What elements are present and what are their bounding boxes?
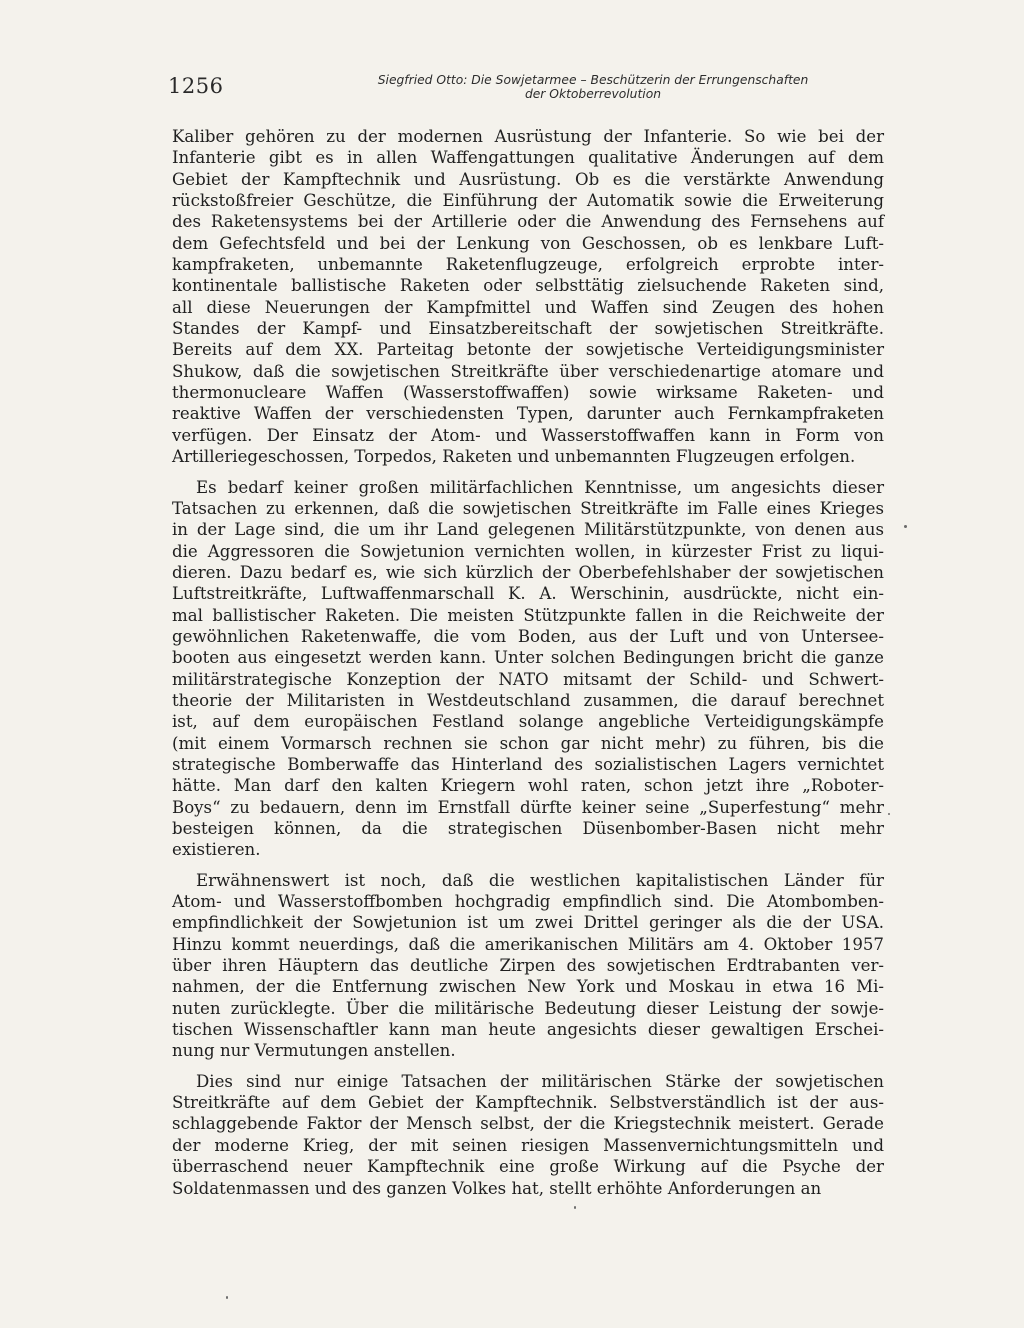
text-line: empfindlichkeit der Sowjetunion ist um zwei Drittel geringer als die der USA. (172, 913, 884, 933)
text-line: militärstrategische Konzeption der NATO mitsamt der Schild- und Schwert- (172, 669, 884, 689)
text-line: die Aggressoren die Sowjetunion vernichten wollen, in kürzester Frist zu liqui- (172, 541, 884, 561)
text-line: nuten zurücklegte. Über die militärische Bedeutung dieser Leistung der sowje- (172, 998, 884, 1018)
text-line: tischen Wissenschaftler kann man heute angesichts dieser gewaltigen Erschei- (172, 1020, 884, 1040)
text-line: hätte. Man darf den kalten Kriegern wohl raten, schon jetzt ihre „Roboter- (172, 776, 884, 796)
text-line: (mit einem Vormarsch rechnen sie schon gar nicht mehr) zu führen, bis die (172, 733, 884, 753)
running-head (300, 73, 886, 101)
text-line: in der Lage sind, die um ihr Land gelegenen Militärstützpunkte, von denen aus (172, 520, 884, 540)
text-line: Luftstreitkräfte, Luftwaffenmarschall K. A. Werschinin, ausdrückte, nicht ein- (172, 584, 884, 604)
text-line: Boys“ zu bedauern, denn im Ernstfall dürfte keiner seine „Superfestung“ mehr (172, 797, 884, 817)
page-number: 1256 (168, 74, 224, 98)
text-line: Dies sind nur einige Tatsachen der militärischen Stärke der sowjetischen (196, 1071, 884, 1091)
text-line: Streitkräfte auf dem Gebiet der Kampftechnik. Selbstverständlich ist der aus- (172, 1093, 884, 1113)
text-line: dieren. Dazu bedarf es, wie sich kürzlich der Oberbefehlshaber der sowjetischen (172, 562, 884, 582)
text-line: nung nur Vermutungen anstellen. (172, 1041, 456, 1061)
scan-speck (888, 813, 890, 815)
text-line: existieren. (172, 840, 261, 860)
text-line: Erwähnenswert ist noch, daß die westlichen kapitalistischen Länder für (196, 870, 884, 890)
body-text (172, 126, 884, 1199)
paragraph (172, 126, 884, 468)
text-line: Atom- und Wasserstoffbomben hochgradig empfindlich sind. Die Atombomben- (172, 892, 884, 912)
text-line: Tatsachen zu erkennen, daß die sowjetischen Streitkräfte im Falle eines Krieges (172, 498, 884, 518)
text-line: schlaggebende Faktor der Mensch selbst, der die Kriegstechnik meistert. Gerade (172, 1114, 884, 1134)
paragraph (172, 1071, 884, 1199)
scan-speck (574, 1206, 576, 1209)
text-line: Artilleriegeschossen, Torpedos, Raketen und unbemannten Flugzeugen erfolgen. (172, 447, 856, 467)
text-line: booten aus eingesetzt werden kann. Unter solchen Bedingungen bricht die ganze (172, 648, 884, 668)
text-line: überraschend neuer Kampftechnik eine große Wirkung auf die Psyche der (172, 1157, 884, 1177)
text-line: theorie der Militaristen in Westdeutschland zusammen, die darauf berechnet (172, 690, 884, 710)
text-line: verfügen. Der Einsatz der Atom- und Wasserstoffwaffen kann in Form von (172, 425, 884, 445)
paragraph (172, 870, 884, 1062)
text-line: kampfraketen, unbemannte Raketenflugzeuge, erfolgreich erprobte inter- (172, 255, 884, 275)
text-line: reaktive Waffen der verschiedensten Typen, darunter auch Fernkampfraketen (172, 404, 884, 424)
text-line: gewöhnlichen Raketenwaffe, die vom Boden, aus der Luft und von Untersee- (172, 626, 884, 646)
text-line: all diese Neuerungen der Kampfmittel und Waffen sind Zeugen des hohen (172, 297, 884, 317)
text-line: kontinentale ballistische Raketen oder selbsttätig zielsuchende Raketen sind, (172, 276, 884, 296)
text-line: dem Gefechtsfeld und bei der Lenkung von Geschossen, ob es lenkbare Luft- (172, 233, 884, 253)
text-line: des Raketensystems bei der Artillerie oder die Anwendung des Fernsehens auf (172, 212, 884, 232)
running-head-line-1: Siegfried Otto: Die Sowjetarmee – Beschützerin der Errungenschaften (377, 73, 809, 87)
text-line: Shukow, daß die sowjetischen Streitkräfte über verschiedenartige atomare und (172, 361, 884, 381)
text-line: Hinzu kommt neuerdings, daß die amerikanischen Militärs am 4. Oktober 1957 (172, 934, 884, 954)
text-line: Soldatenmassen und des ganzen Volkes hat, stellt erhöhte Anforderungen an (172, 1178, 822, 1198)
text-line: Infanterie gibt es in allen Waffengattungen qualitative Änderungen auf dem (172, 148, 884, 168)
scan-speck (226, 1296, 228, 1299)
text-line: der moderne Krieg, der mit seinen riesigen Massenvernichtungsmitteln und (172, 1135, 884, 1155)
text-line: strategische Bomberwaffe das Hinterland des sozialistischen Lagers vernichtet (172, 754, 884, 774)
text-line: ist, auf dem europäischen Festland solange angebliche Verteidigungskämpfe (172, 712, 884, 732)
text-line: besteigen können, da die strategischen Düsenbomber-Basen nicht mehr (172, 819, 884, 838)
running-head-line-2: der Oktoberrevolution (524, 87, 662, 101)
text-line: über ihren Häuptern das deutliche Zirpen des sowjetischen Erdtrabanten ver- (172, 956, 884, 976)
text-line: Kaliber gehören zu der modernen Ausrüstung der Infanterie. So wie bei der (172, 127, 884, 146)
text-line: Standes der Kampf- und Einsatzbereitschaft der sowjetischen Streitkräfte. (172, 319, 884, 339)
paragraph (172, 477, 884, 861)
text-line: Bereits auf dem XX. Parteitag betonte der sowjetische Verteidigungsminister (172, 340, 884, 360)
text-line: mal ballistischer Raketen. Die meisten Stützpunkte fallen in die Reichweite der (172, 605, 884, 625)
scan-speck (904, 525, 907, 528)
text-line: nahmen, der die Entfernung zwischen New York und Moskau in etwa 16 Mi- (172, 977, 884, 997)
text-line: Es bedarf keiner großen militärfachlichen Kenntnisse, um angesichts dieser (196, 477, 884, 497)
text-line: rückstoßfreier Geschütze, die Einführung der Automatik sowie die Erweiterung (172, 191, 884, 211)
text-line: Gebiet der Kampftechnik und Ausrüstung. Ob es die verstärkte Anwendung (172, 169, 884, 189)
text-line: thermonucleare Waffen (Wasserstoffwaffen) sowie wirksame Raketen- und (172, 383, 884, 403)
